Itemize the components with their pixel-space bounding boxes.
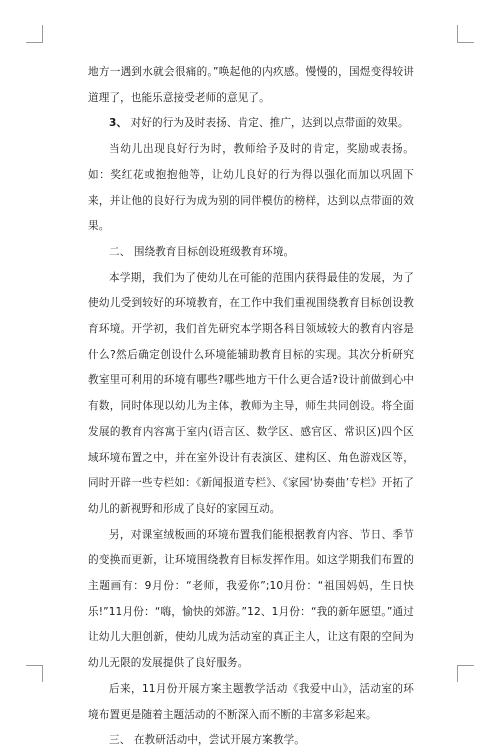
crop-mark-top-left-horizontal [26, 42, 43, 43]
crop-mark-bottom-right-vertical [457, 665, 458, 682]
section-heading-2: 二、 围绕教育目标创设班级教育环境。 [109, 245, 295, 258]
crop-mark-bottom-right-horizontal [457, 665, 474, 666]
section-heading-3: 三、 在教研活动中，尝试开展方案教学。 [109, 734, 305, 747]
paragraph-board-layout: 另，对课室绒板画的环境布置我们能根据教育内容、节日、季节的变换而更新，让环境围绕教育目标发挥作用。如这学期我们布置的主题画有：9月份：“老师，我爱你”;10月份：“祖国妈妈，生日快乐!”11月份：“嗨，愉快的郊游。”12、1月份：“我的新年愿望。”通过让幼儿大胆创新，使幼儿成为活动室的真正主人，让这有限的空间为幼儿无限的发展提供了良好服务。 [88, 528, 414, 670]
document-body [88, 60, 414, 754]
paragraph-continuation: 地方一遇到水就会很痛的。”唤起他的内疚感。慢慢的，国煜变得较讲道理了，也能乐意接受老师的意见了。 [88, 66, 414, 104]
crop-mark-top-right-vertical [457, 25, 458, 42]
paragraph-environment: 本学期，我们为了使幼儿在可能的范围内获得最佳的发展，为了使幼儿受到较好的环境教育，在工作中我们重视围绕教育目标创设教育环境。开学初，我们首先研究本学期各科目领域较大的教育内容是什么?然后确定创设什么环境能辅助教育目标的实现。其次分析研究教室里可利用的环境有哪些?哪些地方干什么更合适?设计前做到心中有数，同时体现以幼儿为主体，教师为主导，师生共同创设。将全面发展的教育内容寓于室内(语言区、数学区、感官区、常识区)四个区域环境布置之中，并在室外设计有表演区、建构区、角色游戏区等，同时开辟一些专栏如：《新闻报道专栏》、《家园‘协奏曲’专栏》开拓了幼儿的新视野和形成了良好的家园互动。 [88, 271, 414, 515]
crop-mark-bottom-left-horizontal [26, 665, 43, 666]
heading-3-number: 3、 [109, 117, 128, 130]
crop-mark-top-right-horizontal [457, 42, 474, 43]
heading-3-text: 对好的行为及时表扬、肯定、推广，达到以点带面的效果。 [127, 117, 409, 130]
heading-3 [88, 111, 414, 137]
crop-mark-bottom-left-vertical [42, 665, 43, 682]
paragraph-praise: 当幼儿出现良好行为时，教师给予及时的肯定，奖励或表扬。如：奖红花或抱抱他等，让幼儿良好的行为得以强化而加以巩固下来，并让他的良好行为成为别的同伴模仿的榜样，达到以点带面的效果。 [88, 143, 414, 233]
crop-mark-top-left-vertical [42, 25, 43, 42]
paragraph-theme-activity: 后来，11月份开展方案主题教学活动《我爱中山》，活动室的环境布置更是随着主题活动的不断深入而不断的丰富多彩起来。 [88, 682, 414, 721]
